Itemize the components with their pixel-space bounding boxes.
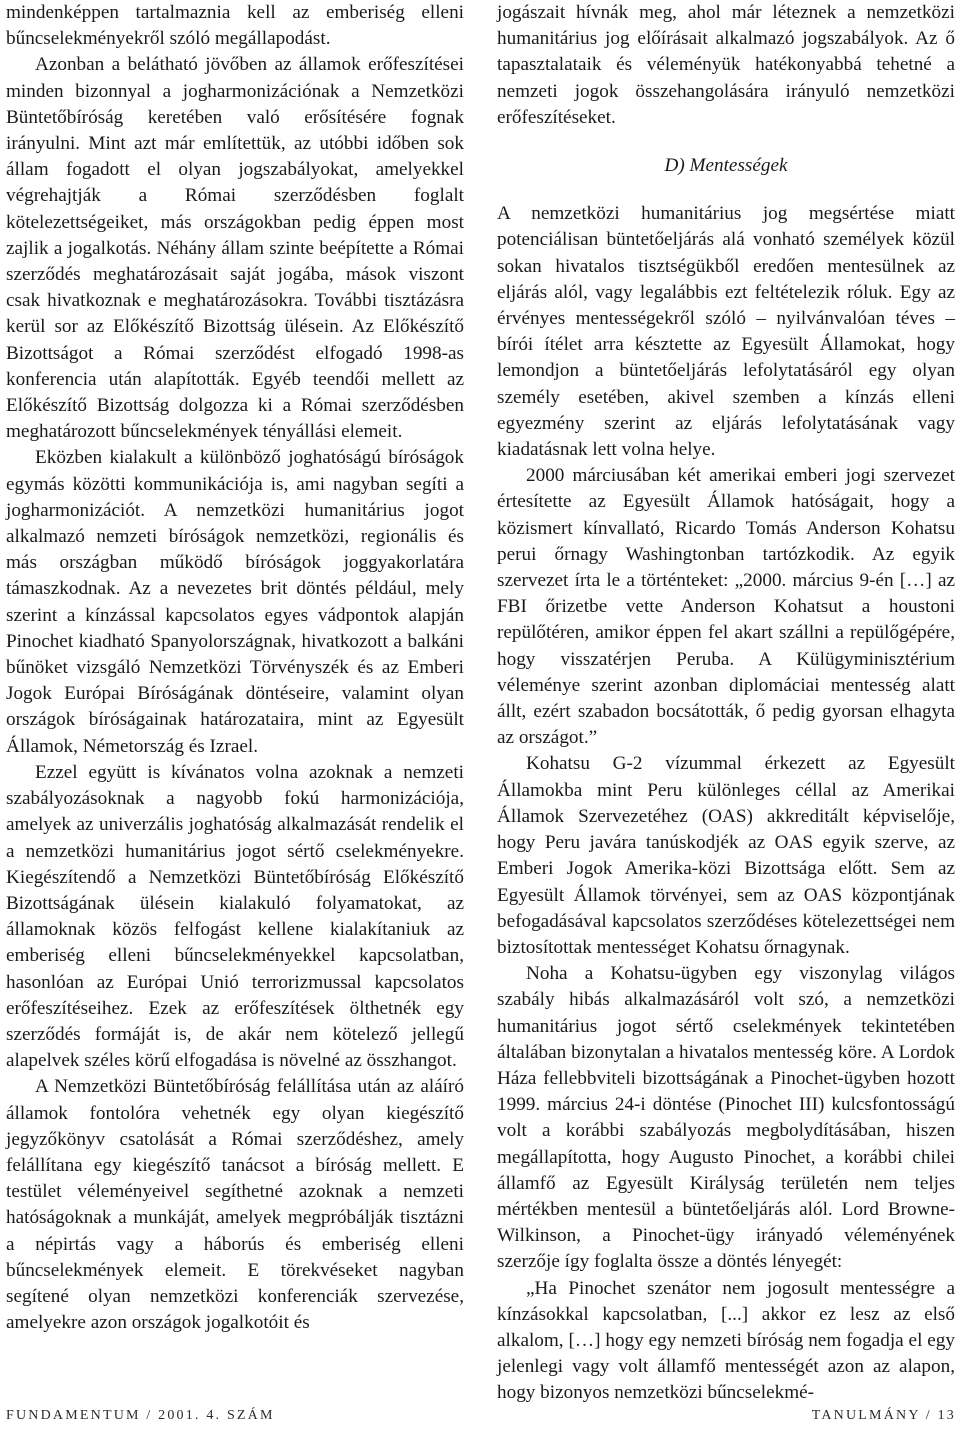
journal-issue-label: FUNDAMENTUM / 2001. 4. SZÁM bbox=[6, 1408, 275, 1423]
paragraph: Ezzel együtt is kívánatos volna azoknak a nemzeti szabályozásoknak a nagyobb fokú harmonizációja, amelyek az univerzális joghatóság alkalmazását rendelik el a nemzetközi humanitárius jogot sértő cselekményekre. Kiegészítendő a Nemzetközi Büntetőbíróság Előkészítő Bizottságának ülésein kialakuló folyamatokat, az államoknak közös felfogást kellene kialakítaniuk az emberiség elleni bűncselekményekkel kapcsolatban, hasonlóan az Európai Unió terrorizmussal kapcsolatos erőfeszítéseihez. Ezek az erőfeszítések ölthetnék egy szerződés formáját is, de akár nem kötelező jellegű alapelvek széles körű elfogadása is növelné az összhangot. bbox=[6, 761, 464, 1072]
paragraph: Kohatsu G-2 vízummal érkezett az Egyesült Államokba mint Peru különleges céllal az Amerikai Államok Szervezetéhez (OAS) akkreditált képviselője, hogy Peru javára tanúskodjék az OAS egyik szerve, az Emberi Jogok Amerika-közi Bizottsága előtt. Sem az Egyesült Államok törvényei, sem az OAS központjának befogadásával kapcsolatos szerződéses kötelezettségei nem biztosítottak mentességet Kohatsu őrnagynak. bbox=[497, 753, 955, 958]
section-heading: D) Mentességek bbox=[664, 155, 788, 177]
paragraph: Noha a Kohatsu-ügyben egy viszonylag világos szabály hibás alkalmazásáról volt szó, a nemzetközi humanitárius jogot sértő cselekmények tekintetében általában bizonytalan a hivatalos mentesség köre. A Lordok Háza fellebbviteli bizottságának a Pinochet-ügyben hozott 1999. március 24-i döntése (Pinochet III) kulcsfontosságú volt a korábbi szabályozás megbolydításában, hiszen megállapította, hogy Augusto Pinochet, a korábbi chilei államfő az Egyesült Királyság területén nem teljes mértékben mentesül a büntetőeljárás alól. Lord Browne-Wilkinson, a Pinochet-ügy irányadó véleményének szerzője így foglalta össze a döntés lényegét: bbox=[497, 963, 955, 1273]
paragraph: mindenképpen tartalmaznia kell az emberiség elleni bűncselekményekről szóló megállapodást. bbox=[6, 2, 464, 50]
block-quote: „Ha Pinochet szenátor nem jogosult mentességre a kínzásokkal kapcsolatban, [...] akkor ez lesz az első alkalom, […] hogy egy nemzeti bíróság nem fogadja el egy jelenlegi vagy volt államfő mentességét azon az alapon, hogy bizonyos nemzetközi bűncselekmé- bbox=[497, 1277, 955, 1404]
left-column bbox=[6, 0, 464, 1336]
section-page-number: TANULMÁNY / 13 bbox=[811, 1408, 956, 1423]
paragraph: 2000 márciusában két amerikai emberi jogi szervezet értesítette az Egyesült Államok hatóságait, hogy a közismert kínvallató, Ricardo Tomás Anderson Kohatsu perui őrnagy Washingtonban tartózkodik. Az egyik szervezet írta le a történteket: „2000. március 9-én […] az FBI őrizetbe vette Anderson Kohatsut a houstoni repülőtéren, amikor éppen fel akart szállni a repülőgépére, hogy visszatérjen Peruba. A Külügyminisztérium véleménye szerint azonban diplomáciai mentesség alatt állt, ezért szabadon bocsátották, ő pedig gyorsan elhagyta az országot.” bbox=[497, 465, 955, 749]
paragraph-continued: jogászait hívnák meg, ahol már léteznek a nemzetközi humanitárius jog előírásait alkalmazó jogszabályok. Az ő tapasztalataik és véleményük hatékonyabbá tehetné a nemzeti jogok összehangolására irányuló nemzetközi erőfeszítéseket. bbox=[497, 2, 955, 128]
paragraph: Azonban a belátható jövőben az államok erőfeszítései minden bizonnyal a jogharmonizációnak a Nemzetközi Büntetőbíróság keretében való erősítésére fognak irányulni. Mint azt már említettük, az utóbbi időben sok állam fogadott el olyan jogszabályokat, amelyekkel végrehajtják a Római szerződésben foglalt kötelezettségeiket, más országokban pedig éppen most zajlik a jogalkotás. Néhány állam szinte beépítette a Római szerződés meghatározásait saját jogába, mások viszont csak hivatkoznak e meghatározásokra. További tisztázásra kerül sor az Előkészítő Bizottság ülésein. Az Előkészítő Bizottságot a Római szerződést elfogadó 1998-as konferencia után alapították. Egyéb teendői mellett az Előkészítő Bizottság dolgozza ki a Római szerződésben meghatározott bűncselekmények tényállási elemeit. bbox=[6, 54, 464, 443]
right-column bbox=[497, 0, 955, 1407]
paragraph: A Nemzetközi Büntetőbíróság felállítása után az aláíró államok fontolóra vehetnék egy olyan kiegészítő jegyzőkönyv csatolását a Római szerződéshez, amely felállítana egy kiegészítő tanácsot a bíróság mellett. E testület véleményeivel segíthetné azoknak a nemzeti hatóságoknak a munkáját, amelyek megpróbálják tisztázni a népirtás vagy a háborús és emberiség elleni bűncselekmények elemeit. E törekvéseket nagyban segítené olyan nemzetközi konferenciák szervezése, amelyekre azon országok jogalkotóit és bbox=[6, 1076, 464, 1334]
paragraph: A nemzetközi humanitárius jog megsértése miatt potenciálisan büntetőeljárás alá vonható személyek közül sokan hivatalos tisztségükből eredően mentesülnek az eljárás alól, vagy legalábbis ezt feltételezik róluk. Egy az érvényes mentességekről szóló – nyilvánvalóan téves – bírói ítélet arra késztette az Egyesült Államokat, hogy lemondjon a büntetőeljárás lefolytatásáról egy olyan személy esetében, akivel szemben a kínzás elleni egyezmény szerint az eljárás lefolytatásának vagy kiadatásnak lett volna helye. bbox=[497, 203, 955, 461]
paragraph: Eközben kialakult a különböző joghatóságú bíróságok egymás közötti kommunikációja is, ami nagyban segíti a jogharmonizációt. A nemzetközi humanitárius jogot alkalmazó nemzeti bíróságok nemzetközi, regionális és más országban működő bíróságok joggyakorlatára támaszkodnak. Az a nevezetes brit döntés például, mely szerint a kínzással kapcsolatos egyes vádpontok alapján Pinochet kiadható Spanyolországnak, hivatkozott a balkáni bűnöket vizsgáló Nemzetközi Törvényszék és az Emberi Jogok Európai Bíróságának döntéseire, valamint olyan országok bíróságainak határozataira, mint az Egyesült Államok, Németország és Izrael. bbox=[6, 447, 464, 757]
